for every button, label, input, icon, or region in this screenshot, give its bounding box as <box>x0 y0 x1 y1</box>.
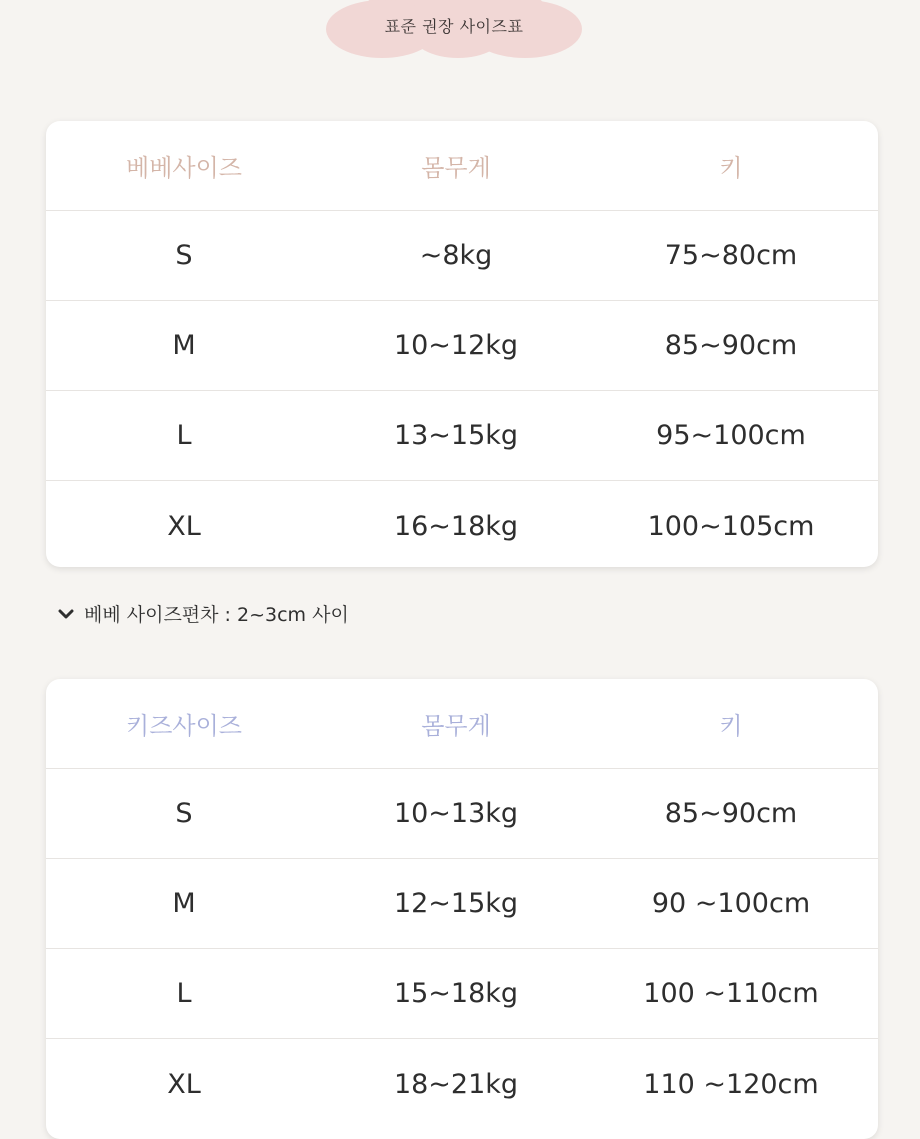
kids-size-table <box>46 679 878 1139</box>
header-height: 키 <box>719 154 743 182</box>
table-header-row <box>46 679 878 769</box>
height-cell: 85~90cm <box>664 798 798 829</box>
table-row <box>46 391 878 481</box>
weight-cell: 18~21kg <box>393 1068 519 1100</box>
header-size: 베베사이즈 <box>126 154 242 182</box>
height-cell: 110 ~120cm <box>643 1068 819 1100</box>
header-weight: 몸무게 <box>421 154 491 182</box>
height-cell: 100 ~110cm <box>643 978 819 1009</box>
size-cell: S <box>175 798 193 829</box>
weight-cell: ~8kg <box>419 240 493 271</box>
table-row <box>46 769 878 859</box>
badge-title: 표준 권장 사이즈표 <box>384 17 524 36</box>
weight-cell: 15~18kg <box>393 978 519 1009</box>
size-cell: M <box>172 330 196 361</box>
table-header-row <box>46 121 878 211</box>
table-row <box>46 949 878 1039</box>
header-height: 키 <box>719 712 743 740</box>
table-row <box>46 301 878 391</box>
size-cell: XL <box>167 510 201 542</box>
height-cell: 100~105cm <box>647 510 815 542</box>
table-row <box>46 211 878 301</box>
height-cell: 85~90cm <box>664 330 798 361</box>
header-size: 키즈사이즈 <box>126 712 242 740</box>
size-chart-badge <box>0 0 920 70</box>
size-cell: XL <box>167 1068 201 1100</box>
height-cell: 90 ~100cm <box>651 888 811 919</box>
weight-cell: 12~15kg <box>393 888 519 919</box>
size-cell: L <box>176 420 192 451</box>
height-cell: 75~80cm <box>664 240 798 271</box>
header-weight: 몸무게 <box>421 712 491 740</box>
weight-cell: 10~13kg <box>393 798 519 829</box>
table-row <box>46 859 878 949</box>
table-row <box>46 1039 878 1129</box>
size-cell: S <box>175 240 193 271</box>
weight-cell: 13~15kg <box>393 420 519 451</box>
weight-cell: 16~18kg <box>393 510 519 542</box>
table-row <box>46 481 878 567</box>
size-cell: L <box>176 978 192 1009</box>
size-deviation-note <box>58 600 349 627</box>
weight-cell: 10~12kg <box>393 330 519 361</box>
size-cell: M <box>172 888 196 919</box>
note-text: 베베 사이즈편차 : 2~3cm 사이 <box>84 604 349 626</box>
height-cell: 95~100cm <box>656 420 806 451</box>
bebe-size-table <box>46 121 878 567</box>
chevron-down-icon <box>58 606 74 622</box>
